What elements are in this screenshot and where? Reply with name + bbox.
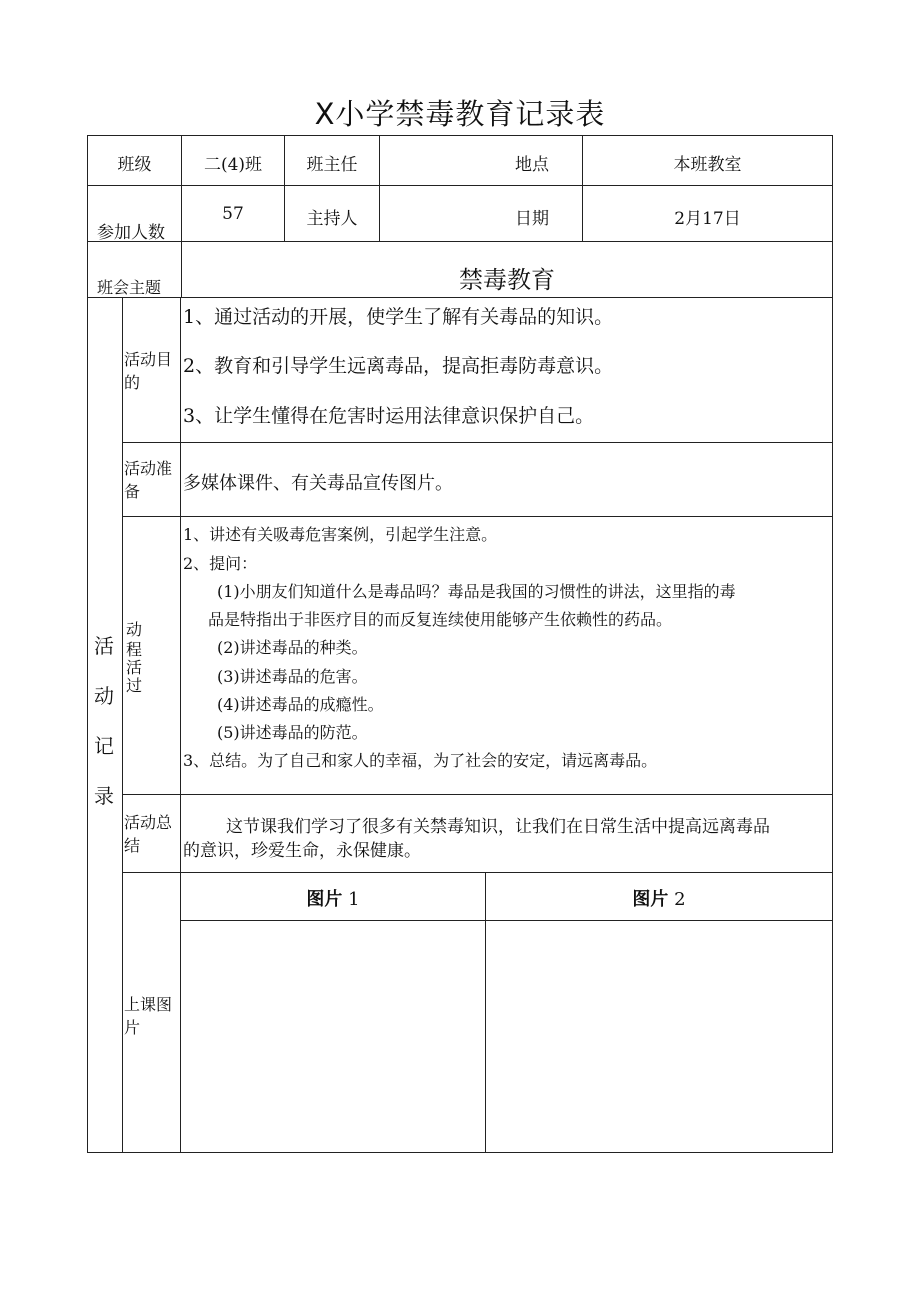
rule	[122, 794, 833, 795]
section-char: 记	[94, 734, 114, 758]
process-label-char: 程	[126, 640, 143, 659]
rule	[87, 135, 833, 136]
photo-1-label: 图片	[306, 889, 343, 910]
rule	[87, 297, 833, 298]
photo-label: 上课图片	[124, 995, 173, 1037]
photo-2-number: 2	[674, 889, 686, 910]
rule	[122, 872, 833, 873]
date-value: 2月17日	[674, 209, 741, 229]
class-label: 班级	[117, 155, 152, 175]
rule	[122, 442, 833, 443]
rule	[485, 872, 486, 1153]
count-label: 参加人数	[97, 223, 165, 243]
process-line: (4)讲述毒品的成瘾性。	[217, 695, 384, 714]
rule	[87, 1152, 833, 1153]
rule	[87, 241, 833, 242]
host-label: 主持人	[306, 209, 358, 229]
process-line: (2)讲述毒品的种类。	[217, 638, 368, 657]
process-line: 3、总结。为了自己和家人的幸福，为了社会的安定，请远离毒品。	[183, 751, 658, 770]
section-char: 录	[94, 784, 114, 808]
rule	[87, 185, 833, 186]
summary-label: 活动总结	[124, 813, 173, 855]
purpose-label: 活动目的	[124, 350, 173, 392]
date-label: 日期	[515, 209, 549, 229]
purpose-item: 3、让学生懂得在危害时运用法律意识保护自己。	[183, 405, 595, 427]
process-line: (5)讲述毒品的防范。	[217, 723, 368, 742]
document-title: X小学禁毒教育记录表	[314, 97, 606, 131]
process-line: 2、提问：	[183, 554, 258, 573]
topic-value: 禁毒教育	[459, 266, 555, 294]
location-label: 地点	[515, 155, 549, 175]
rule	[379, 135, 380, 241]
photo-2-slot	[487, 922, 831, 1151]
process-label-char: 过	[126, 676, 143, 695]
summary-line: 的意识，珍爱生命，永保健康。	[183, 841, 421, 861]
process-line: 1、讲述有关吸毒危害案例，引起学生注意。	[183, 525, 498, 544]
rule	[832, 135, 833, 1153]
prep-label: 活动准备	[124, 459, 173, 501]
process-label-char: 活	[126, 658, 143, 677]
rule	[87, 135, 88, 1153]
rule	[180, 297, 181, 1153]
purpose-item: 1、通过活动的开展，使学生了解有关毒品的知识。	[183, 306, 614, 328]
photo-1-header	[181, 885, 485, 911]
photo-2-header	[486, 885, 832, 911]
section-char: 动	[94, 684, 114, 708]
count-value: 57	[222, 204, 244, 224]
process-line: (1)小朋友们知道什么是毒品吗？毒品是我国的习惯性的讲法，这里指的毒	[217, 582, 736, 601]
process-line: 品是特指出于非医疗目的而反复连续使用能够产生依赖性的药品。	[208, 610, 673, 629]
teacher-label: 班主任	[306, 155, 358, 175]
location-value: 本班教室	[673, 155, 742, 175]
class-value: 二(4)班	[203, 155, 263, 175]
summary-line: 这节课我们学习了很多有关禁毒知识，让我们在日常生活中提高远离毒品	[226, 817, 770, 837]
section-char: 活	[94, 634, 114, 658]
rule	[122, 297, 123, 1153]
process-label-char: 动	[126, 620, 143, 639]
rule	[181, 920, 833, 921]
rule	[122, 516, 833, 517]
topic-label: 班会主题	[97, 278, 162, 297]
prep-text: 多媒体课件、有关毒品宣传图片。	[183, 473, 453, 494]
process-line: (3)讲述毒品的危害。	[217, 667, 368, 686]
purpose-item: 2、教育和引导学生远离毒品，提高拒毒防毒意识。	[183, 355, 614, 377]
photo-1-number: 1	[348, 889, 360, 910]
photo-2-label: 图片	[632, 889, 669, 910]
photo-1-slot	[182, 922, 484, 1151]
